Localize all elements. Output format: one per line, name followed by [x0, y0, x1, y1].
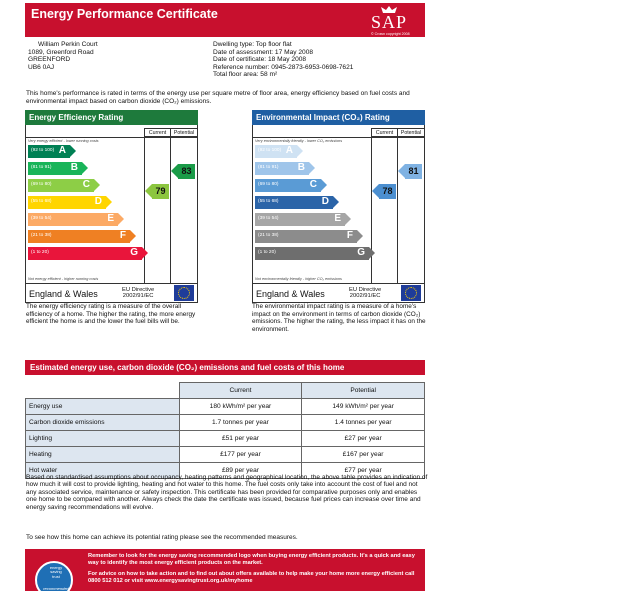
- panel-title: Energy Efficiency Rating: [25, 110, 198, 125]
- rating-band-c: [255, 179, 321, 192]
- rating-band-f: [28, 230, 130, 243]
- band-letter: G: [130, 247, 138, 258]
- rating-band-a: [255, 145, 297, 158]
- band-range: (39 to 54): [258, 216, 279, 221]
- certificate-header: [25, 3, 425, 37]
- band-range: (1 to 20): [31, 250, 49, 255]
- row-label: Hot water: [26, 463, 180, 479]
- current-value: £51 per year: [179, 431, 302, 447]
- eu-directive-line: 2002/91/EC: [122, 293, 154, 300]
- energy-saving-recommended-logo-icon: [35, 561, 73, 591]
- sap-copyright: © Crown copyright 2008: [371, 32, 410, 36]
- eu-directive: [349, 287, 381, 300]
- rating-band-e: [28, 213, 118, 226]
- band-letter: C: [82, 179, 90, 190]
- potential-value: £77 per year: [302, 463, 425, 479]
- energy-efficiency-description: The energy efficiency rating is a measure of the overall efficiency of a home. The higher the rating, the more energy efficient the home is and the lower the fuel bills will be.: [26, 303, 196, 326]
- cost-basis-text: Based on standardised assumptions about occupancy, heating patterns and geographical location, the above table provides an indication of how much it will cost to provide lighting, heating and hot water to this home. The fuel costs only take into account the cost of fuel and not any associated service, maintenance or safety inspection. This certificate has been provided for comparative purposes only and enables one home to be compared with another. Always check the date the certificate was issued, because fuel prices can increase over time and energy saving recommendations will evolve.: [26, 474, 428, 511]
- current-column-header: Current: [144, 128, 170, 137]
- energy-saving-banner: [25, 549, 425, 591]
- band-letter: F: [346, 230, 353, 241]
- table-row: [26, 447, 425, 463]
- intro-text: This home's performance is rated in terms of the energy use per square metre of floor area, energy efficiency based on fuel costs and environmental impact based on carbon dioxide (CO₂) emissions.: [26, 90, 410, 105]
- rating-band-f: [255, 230, 357, 243]
- dwelling-type: Dwelling type: Top floor flat: [213, 41, 292, 48]
- divider: [397, 137, 398, 283]
- band-letter: E: [107, 213, 114, 224]
- potential-value: 149 kWh/m² per year: [302, 399, 425, 415]
- sap-logo-icon: [371, 6, 421, 34]
- eu-directive-line: EU Directive: [349, 287, 382, 293]
- address-line: GREENFORD: [28, 56, 71, 64]
- logo-top-text: energy saving trust: [49, 565, 63, 579]
- address-line: 1089, Greenford Road: [28, 48, 94, 56]
- address-line: UB6 0AJ: [28, 63, 55, 71]
- eu-directive-line: 2002/91/EC: [349, 293, 381, 300]
- band-range: (69 to 80): [258, 182, 279, 187]
- row-label: Heating: [26, 447, 180, 463]
- current-rating-arrow: 79: [152, 184, 169, 199]
- energy-efficiency-panel: [25, 110, 198, 303]
- scale-bottom-note: Not environmentally friendly - higher CO₂ emissions: [255, 277, 342, 281]
- rating-scale: [26, 137, 197, 283]
- current-value: £89 per year: [179, 463, 302, 479]
- band-range: (21 to 38): [31, 233, 52, 238]
- environmental-impact-panel: [252, 110, 425, 303]
- band-letter: B: [297, 162, 305, 173]
- band-range: (69 to 80): [31, 182, 52, 187]
- potential-column-header: Potential: [170, 128, 197, 137]
- eu-directive: [122, 287, 154, 300]
- table-body: [26, 399, 425, 479]
- address-line: William Perkin Court: [38, 41, 98, 48]
- current-rating-arrow: 78: [379, 184, 396, 199]
- reference-number: Reference number: 0945-2873-6953-0698-7621: [213, 63, 354, 71]
- scale-top-note: Very energy efficient - lower running costs: [28, 139, 99, 143]
- certificate-title: Energy Performance Certificate: [31, 7, 218, 21]
- band-letter: G: [357, 247, 365, 258]
- rating-band-g: [28, 247, 142, 260]
- scale-top-note: Very environmentally friendly - lower CO₂ emissions: [255, 139, 343, 143]
- potential-value: 1.4 tonnes per year: [302, 415, 425, 431]
- banner-line: For advice on how to take action and to find out about offers available to help make your home more energy efficient call 0800 512 012 or visit www.energysavingtrust.org.uk/myhome: [88, 571, 415, 584]
- divider: [170, 137, 171, 283]
- rating-band-e: [255, 213, 345, 226]
- potential-rating-arrow: 81: [405, 164, 422, 179]
- see-recommendations-text: To see how this home can achieve its potential rating please see the recommended measures.: [26, 534, 298, 541]
- property-address: [28, 41, 98, 71]
- dwelling-details: [213, 41, 353, 79]
- potential-value: £167 per year: [302, 447, 425, 463]
- current-value: 1.7 tonnes per year: [179, 415, 302, 431]
- band-range: (55 to 68): [31, 199, 52, 204]
- rating-band-d: [255, 196, 333, 209]
- band-letter: A: [285, 145, 293, 156]
- rating-band-d: [28, 196, 106, 209]
- panel-title: Environmental Impact (CO₂) Rating: [252, 110, 425, 125]
- banner-line: Remember to look for the energy saving recommended logo when buying energy efficient products. It's a quick and easy way to identify the most energy efficient products on the market.: [88, 553, 415, 566]
- table-row: [26, 415, 425, 431]
- band-letter: D: [321, 196, 329, 207]
- table-row: [26, 399, 425, 415]
- floor-area: Total floor area: 58 m²: [213, 71, 278, 79]
- column-header-potential: Potential: [302, 383, 425, 399]
- banner-text: [88, 553, 418, 589]
- potential-column-header: Potential: [397, 128, 424, 137]
- divider: [144, 137, 145, 283]
- row-label: Carbon dioxide emissions: [26, 415, 180, 431]
- band-letter: E: [334, 213, 341, 224]
- rating-scale: [253, 137, 424, 283]
- band-range: (1 to 20): [258, 250, 276, 255]
- potential-value: £27 per year: [302, 431, 425, 447]
- potential-rating-arrow: 83: [178, 164, 195, 179]
- rating-band-c: [28, 179, 94, 192]
- environmental-impact-description: The environmental impact rating is a measure of a home's impact on the environment in terms of carbon dioxide (CO₂) emissions. The higher the rating, the less impact it has on the environment.: [252, 303, 426, 333]
- band-letter: F: [119, 230, 126, 241]
- band-range: (39 to 54): [31, 216, 52, 221]
- current-value: £177 per year: [179, 447, 302, 463]
- estimated-costs-table: [25, 382, 425, 479]
- current-value: 180 kWh/m² per year: [179, 399, 302, 415]
- assessment-date: Date of assessment: 17 May 2008: [213, 48, 314, 56]
- certificate-date: Date of certificate: 18 May 2008: [213, 56, 307, 64]
- eu-flag-icon: [174, 285, 194, 301]
- country-label: England & Wales: [29, 289, 98, 299]
- eu-flag-icon: [401, 285, 421, 301]
- table-corner: [26, 383, 180, 399]
- rating-band-b: [28, 162, 82, 175]
- band-letter: D: [94, 196, 102, 207]
- band-range: (92 to 100): [258, 148, 282, 153]
- band-range: (21 to 38): [258, 233, 279, 238]
- divider: [371, 137, 372, 283]
- column-header-current: Current: [179, 383, 302, 399]
- rating-band-b: [255, 162, 309, 175]
- logo-bottom-text: recommended: [43, 586, 69, 591]
- eu-directive-line: EU Directive: [122, 287, 155, 293]
- sap-logo-text: SAP: [371, 12, 408, 32]
- band-letter: C: [309, 179, 317, 190]
- row-label: Lighting: [26, 431, 180, 447]
- band-range: (81 to 91): [258, 165, 279, 170]
- rating-band-g: [255, 247, 369, 260]
- current-column-header: Current: [371, 128, 397, 137]
- band-letter: B: [70, 162, 78, 173]
- row-label: Energy use: [26, 399, 180, 415]
- band-range: (55 to 68): [258, 199, 279, 204]
- rating-band-a: [28, 145, 70, 158]
- band-letter: A: [58, 145, 66, 156]
- table-row: [26, 431, 425, 447]
- estimated-costs-heading: Estimated energy use, carbon dioxide (CO₂) emissions and fuel costs of this home: [25, 360, 425, 375]
- panel-footer: [253, 283, 424, 302]
- country-label: England & Wales: [256, 289, 325, 299]
- panel-footer: [26, 283, 197, 302]
- band-range: (81 to 91): [31, 165, 52, 170]
- band-range: (92 to 100): [31, 148, 55, 153]
- scale-bottom-note: Not energy efficient - higher running costs: [28, 277, 99, 281]
